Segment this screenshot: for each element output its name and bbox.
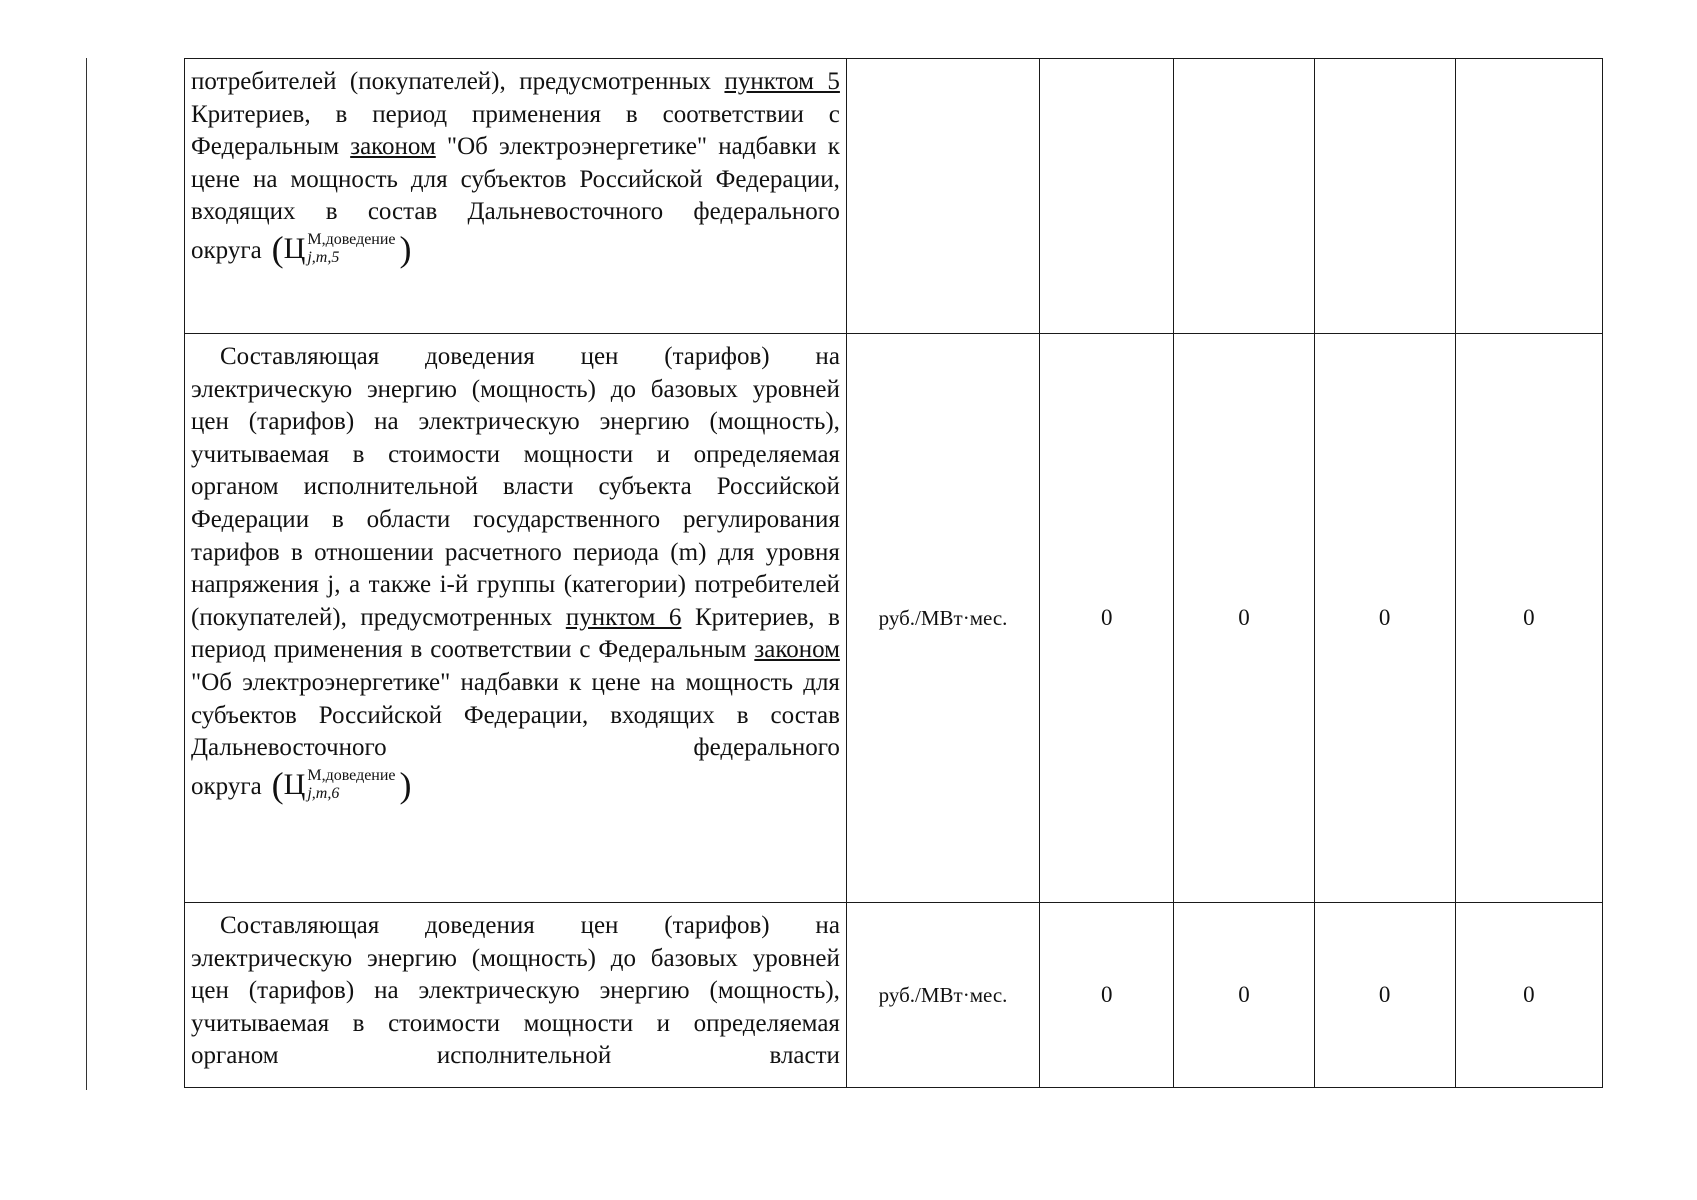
clause-link[interactable]: пунктом 5: [724, 68, 840, 95]
value-cell: [1040, 59, 1174, 334]
formula-symbol: Ц: [283, 767, 306, 801]
description-text: [191, 66, 840, 229]
formula-paren: (: [271, 228, 284, 269]
unit-cell: [846, 59, 1039, 334]
value-cell: [1455, 59, 1602, 334]
value-cell: 0: [1314, 903, 1455, 1088]
value-cell: 0: [1455, 334, 1602, 903]
formula-scripts: [307, 231, 395, 267]
text-fragment: округа: [191, 236, 262, 264]
formula-paren: (: [271, 764, 284, 805]
price-formula: [271, 764, 412, 805]
value-cell: 0: [1040, 903, 1174, 1088]
text-fragment: округа: [191, 772, 262, 800]
value-cell: [1314, 59, 1455, 334]
text-fragment: Критериев, в период применения в соответствии с Федеральным: [191, 100, 840, 161]
value-cell: 0: [1174, 903, 1314, 1088]
formula-superscript: М,доведение: [307, 230, 396, 248]
value-cell: 0: [1174, 334, 1314, 903]
law-link[interactable]: законом: [754, 636, 840, 664]
text-fragment: Критериев, в период применения в соответствии с Федеральным: [191, 603, 840, 664]
table-row: [185, 334, 1603, 903]
formula-superscript: М,доведение: [307, 766, 396, 784]
value-cell: 0: [1314, 334, 1455, 903]
description-cell: [185, 59, 847, 334]
formula-paren: ): [399, 228, 412, 269]
text-fragment: "Об электроэнергетике" надбавки к цене на мощность для субъектов Российской Федерации, входящих в состав Дальневосточного федерального: [191, 133, 840, 226]
description-cell: [185, 334, 847, 903]
clause-link[interactable]: пунктом 6: [565, 603, 682, 631]
law-link[interactable]: законом: [350, 133, 436, 161]
value-cell: [1174, 59, 1314, 334]
unit-cell: руб./МВт·мес.: [846, 903, 1039, 1088]
formula-scripts: [307, 767, 395, 803]
formula-line: [191, 228, 840, 269]
description-cell: [185, 903, 847, 1088]
description-text: [191, 341, 840, 765]
price-formula: [271, 228, 412, 269]
text-fragment: "Об электроэнергетике" надбавки к цене на мощность для субъектов Российской Федерации, входящих в состав Дальневосточного федерального: [191, 668, 840, 762]
value-cell: 0: [1455, 903, 1602, 1088]
value-cell: 0: [1040, 334, 1174, 903]
description-text: Составляющая доведения цен (тарифов) на электрическую энергию (мощность) до базовых уровней цен (тарифов) на электрическую энергию (мощность), учитываемая в стоимости мощности и определяемая органом исполнительной власти: [191, 912, 840, 1070]
tariff-table: [184, 58, 1603, 1088]
formula-paren: ): [399, 764, 412, 805]
unit-cell: руб./МВт·мес.: [846, 334, 1039, 903]
text-fragment: Составляющая доведения цен (тарифов) на электрическую энергию (мощность) до базовых уровней цен (тарифов) на электрическую энергию (мощность), учитываемая в стоимости мощности и определяемая органом исполнительной власти субъекта Российской Федерации в области государственного регулирования тарифов в отношении расчетного периода (m) для уровня напряжения j, а также i-й группы (категории) потребителей (покупателей), предусмотренных: [191, 343, 840, 631]
table-row: [185, 903, 1603, 1088]
table-row: [185, 59, 1603, 334]
formula-subscript: j,m,5: [307, 248, 340, 266]
formula-line: [191, 764, 840, 805]
formula-symbol: Ц: [283, 231, 306, 265]
text-fragment: потребителей (покупателей), предусмотренных: [191, 68, 725, 95]
formula-subscript: j,m,6: [307, 784, 340, 802]
left-margin-line: [86, 58, 87, 1090]
